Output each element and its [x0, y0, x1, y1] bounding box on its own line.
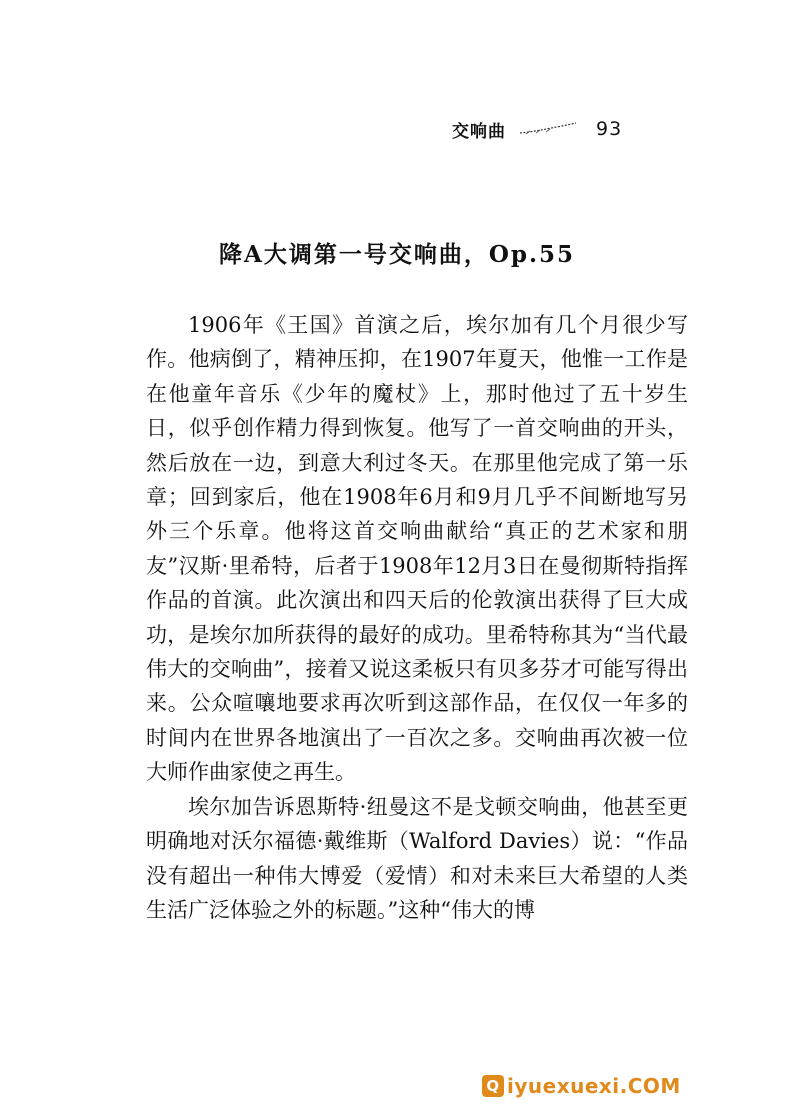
page-number: 93 — [596, 118, 623, 140]
watermark-logo-icon: Q — [482, 1075, 504, 1097]
running-head — [452, 112, 622, 146]
section-title: 降A大调第一号交响曲，Op.55 — [219, 241, 575, 268]
paragraph: 1906年《王国》首演之后，埃尔加有几个月很少写作。他病倒了，精神压抑，在1907年夏天，他惟一工作是在他童年音乐《少年的魔杖》上，那时他过了五十岁生日，似乎创作精力得到恢复。他写了一首交响曲的开头，然后放在一边，到意大利过冬天。在那里他完成了第一乐章；回到家后，他在1908年6月和9月几乎不间断地写另外三个乐章。他将这首交响曲献给“真正的艺术家和朋友”汉斯·里希特，后者于1908年12月3日在曼彻斯特指挥作品的首演。此次演出和四天后的伦敦演出获得了巨大成功，是埃尔加所获得的最好的成功。里希特称其为“当代最伟大的交响曲”，接着又说这柔板只有贝多芬才可能写得出来。公众喧嚷地要求再次听到这部作品，在仅仅一年多的时间内在世界各地演出了一百次之多。交响曲再次被一位大师作曲家使之再生。 — [146, 313, 688, 785]
watermark-text: iyuexuexi.COM — [507, 1074, 681, 1098]
paragraph: 埃尔加告诉恩斯特·纽曼这不是戈顿交响曲，他甚至更明确地对沃尔福德·戴维斯（Walford Davies）说：“作品没有超出一种伟大博爱（爱情）和对未来巨大希望的人类生活广泛体验之外的标题。”这种“伟大的博 — [146, 794, 688, 922]
watermark — [482, 1071, 681, 1101]
running-head-title: 交响曲 — [452, 121, 506, 142]
body-text — [146, 308, 688, 927]
decorative-ornament — [518, 122, 578, 136]
